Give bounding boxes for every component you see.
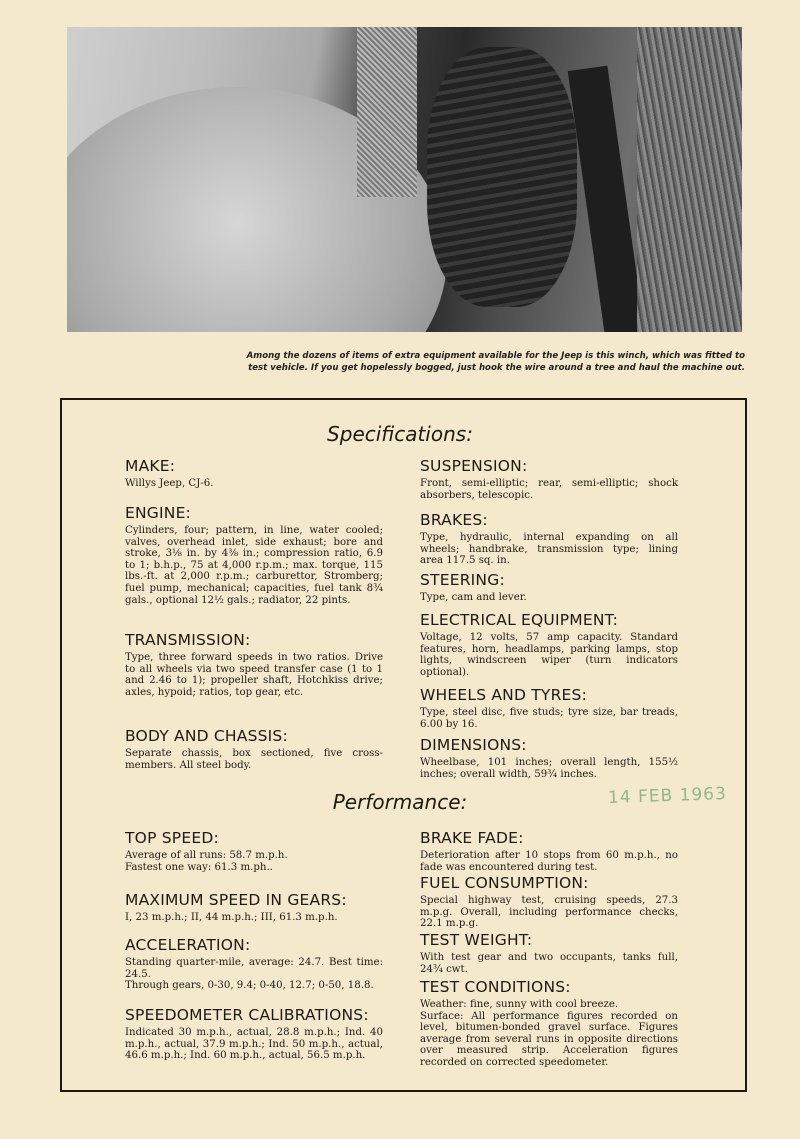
section-text: Standing quarter-mile, average: 24.7. Best time: 24.5. Through gears, 0-30, 9.4; 0-40, 12.7; 0-50, 18.8. [125,957,383,992]
bumper-shape [568,66,647,332]
section-text: I, 23 m.p.h.; II, 44 m.p.h.; III, 61.3 m.p.h. [125,912,338,923]
section-heading: SPEEDOMETER CALIBRATIONS: [125,1006,369,1024]
section-heading: SUSPENSION: [420,457,528,475]
specifications-section-brakes [420,511,678,567]
section-heading: TRANSMISSION: [125,631,251,649]
section-heading: MAXIMUM SPEED IN GEARS: [125,891,347,909]
section-text: Front, semi-elliptic; rear, semi-elliptic; shock absorbers, telescopic. [420,478,678,501]
section-heading: MAKE: [125,457,176,475]
specifications-section-electrical-equipment [420,611,678,678]
grille-shape [357,27,417,197]
section-heading: ACCELERATION: [125,936,251,954]
performance-section-top-speed [125,829,383,873]
specifications-section-make [125,457,383,490]
section-text: Wheelbase, 101 inches; overall length, 155½ inches; overall width, 59¾ inches. [420,757,678,780]
section-text: Deterioration after 10 stops from 60 m.p.h., no fade was encountered during test. [420,850,678,873]
section-heading: WHEELS AND TYRES: [420,686,587,704]
section-text: Type, cam and lever. [420,592,527,603]
section-heading: STEERING: [420,571,505,589]
specifications-section-transmission [125,631,383,698]
performance-section-speedometer-calibrations [125,1006,383,1062]
section-heading: ENGINE: [125,504,191,522]
section-heading: DIMENSIONS: [420,736,527,754]
section-heading: BRAKE FADE: [420,829,524,847]
specifications-title: Specifications: [327,422,473,446]
section-text: With test gear and two occupants, tanks full, 24¾ cwt. [420,952,678,975]
performance-section-test-weight [420,931,678,975]
grass-shape [637,27,742,332]
performance-section-maximum-speed-in-gears [125,891,383,924]
section-text: Voltage, 12 volts, 57 amp capacity. Standard features, horn, headlamps, parking lamps, stop lights, windscreen wiper (turn indicators optional). [420,632,678,678]
section-text: Separate chassis, box sectioned, five cross-members. All steel body. [125,748,383,771]
performance-title: Performance: [332,790,468,814]
section-text: Cylinders, four; pattern, in line, water cooled; valves, overhead inlet, side exhaust; bore and stroke, 3⅛ in. by 4⅜ in.; compression ratio, 6.9 to 1; b.h.p., 75 at 4,000 r.p.m.; max. torque, 115 lbs.-ft. at 2,000 r.p.m.; carburettor, Stromberg; fuel pump, mechanical; capacities, fuel tank 8¾ gals., optional 12½ gals.; radiator, 22 pints. [125,525,383,606]
section-heading: BRAKES: [420,511,488,529]
section-text: Type, three forward speeds in two ratios. Drive to all wheels via two speed transfer case (1 to 1 and 2.46 to 1); propeller shaft, Hotchkiss drive; axles, hypoid; ratios, top gear, etc. [125,652,383,698]
date-stamp: 14 FEB 1963 [607,783,728,809]
section-heading: FUEL CONSUMPTION: [420,874,589,892]
specifications-section-steering [420,571,678,604]
performance-section-test-conditions [420,978,678,1069]
section-text: Average of all runs: 58.7 m.p.h. Fastest one way: 61.3 m.ph.. [125,850,288,873]
specifications-section-dimensions [420,736,678,780]
section-text: Special highway test, cruising speeds, 27.3 m.p.g. Overall, including performance checks, 22.1 m.p.g. [420,895,678,930]
winch-photo [67,27,742,332]
performance-section-fuel-consumption [420,874,678,930]
section-heading: TOP SPEED: [125,829,219,847]
section-heading: BODY AND CHASSIS: [125,727,288,745]
section-text: Type, hydraulic, internal expanding on all wheels; handbrake, transmission type; lining area 117.5 sq. in. [420,532,678,567]
section-text: Type, steel disc, five studs; tyre size, bar treads, 6.00 by 16. [420,707,678,730]
performance-section-acceleration [125,936,383,992]
section-text: Indicated 30 m.p.h., actual, 28.8 m.p.h.; Ind. 40 m.p.h., actual, 37.9 m.p.h.; Ind. 50 m.p.h., actual, 46.6 m.p.h.; Ind. 60 m.p.h., actual, 56.5 m.p.h. [125,1027,383,1062]
specifications-section-suspension [420,457,678,501]
section-heading: ELECTRICAL EQUIPMENT: [420,611,619,629]
section-text: Weather: fine, sunny with cool breeze. Surface: All performance figures recorded on level, bitumen-bonded gravel surface. Figures average from several runs in opposite directions over measured strip. Acceleration figures recorded on corrected speedometer. [420,999,678,1068]
section-heading: TEST WEIGHT: [420,931,533,949]
performance-section-brake-fade [420,829,678,873]
winch-drum-shape [427,47,577,307]
section-heading: TEST CONDITIONS: [420,978,571,996]
photo-caption: Among the dozens of items of extra equipment available for the Jeep is this winch, which was fitted to test vehicle. If you get hopelessly bogged, just hook the wire around a tree and haul the machine out. [246,351,745,373]
specifications-section-wheels-and-tyres [420,686,678,730]
specifications-section-body-and-chassis [125,727,383,771]
section-text: Willys Jeep, CJ-6. [125,478,214,489]
specifications-section-engine [125,504,383,606]
